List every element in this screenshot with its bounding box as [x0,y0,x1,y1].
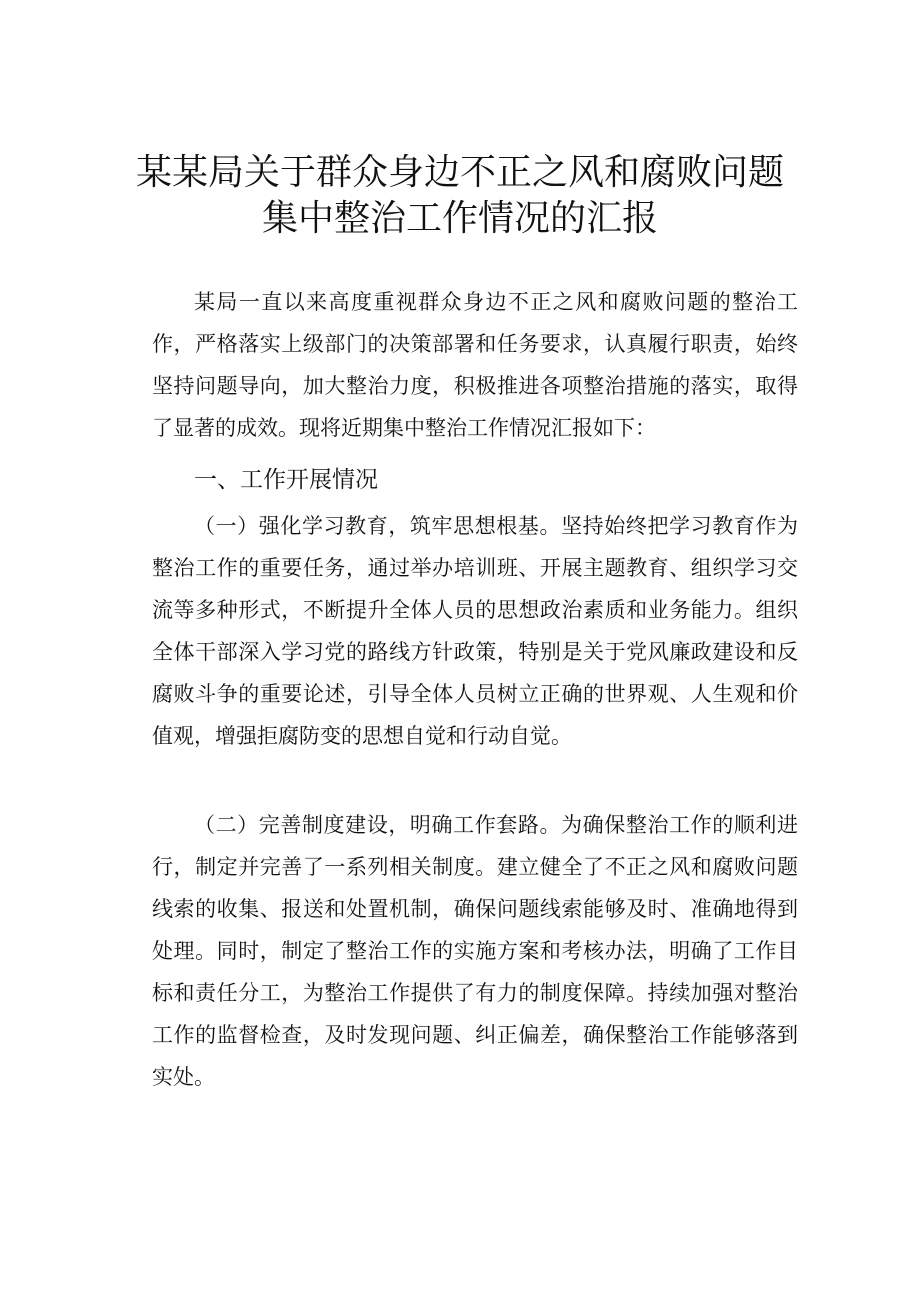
paragraph-system-construction: （二）完善制度建设，明确工作套路。为确保整治工作的顺利进行，制定并完善了一系列相关制度。建立健全了不正之风和腐败问题线索的收集、报送和处置机制，确保问题线索能够及时、准确地得到处理。同时，制定了整治工作的实施方案和考核办法，明确了工作目标和责任分工，为整治工作提供了有力的制度保障。持续加强对整治工作的监督检查，及时发现问题、纠正偏差，确保整治工作能够落到实处。 [152,813,798,1089]
intro-paragraph: 某局一直以来高度重视群众身边不正之风和腐败问题的整治工作，严格落实上级部门的决策部署和任务要求，认真履行职责，始终坚持问题导向，加大整治力度，积极推进各项整治措施的落实，取得了显著的成效。现将近期集中整治工作情况汇报如下： [152,290,798,440]
title-line-2: 集中整治工作情况的汇报 [261,198,658,239]
paragraph-study-education: （一）强化学习教育，筑牢思想根基。坚持始终把学习教育作为整治工作的重要任务，通过举办培训班、开展主题教育、组织学习交流等多种形式，不断提升全体人员的思想政治素质和业务能力。组织全体干部深入学习党的路线方针政策，特别是关于党风廉政建设和反腐败斗争的重要论述，引导全体人员树立正确的世界观、人生观和价值观，增强拒腐防变的思想自觉和行动自觉。 [152,514,798,748]
section-heading-1: 一、工作开展情况 [194,467,378,493]
document-title [100,150,820,242]
title-line-1: 某某局关于群众身边不正之风和腐败问题 [135,152,784,193]
